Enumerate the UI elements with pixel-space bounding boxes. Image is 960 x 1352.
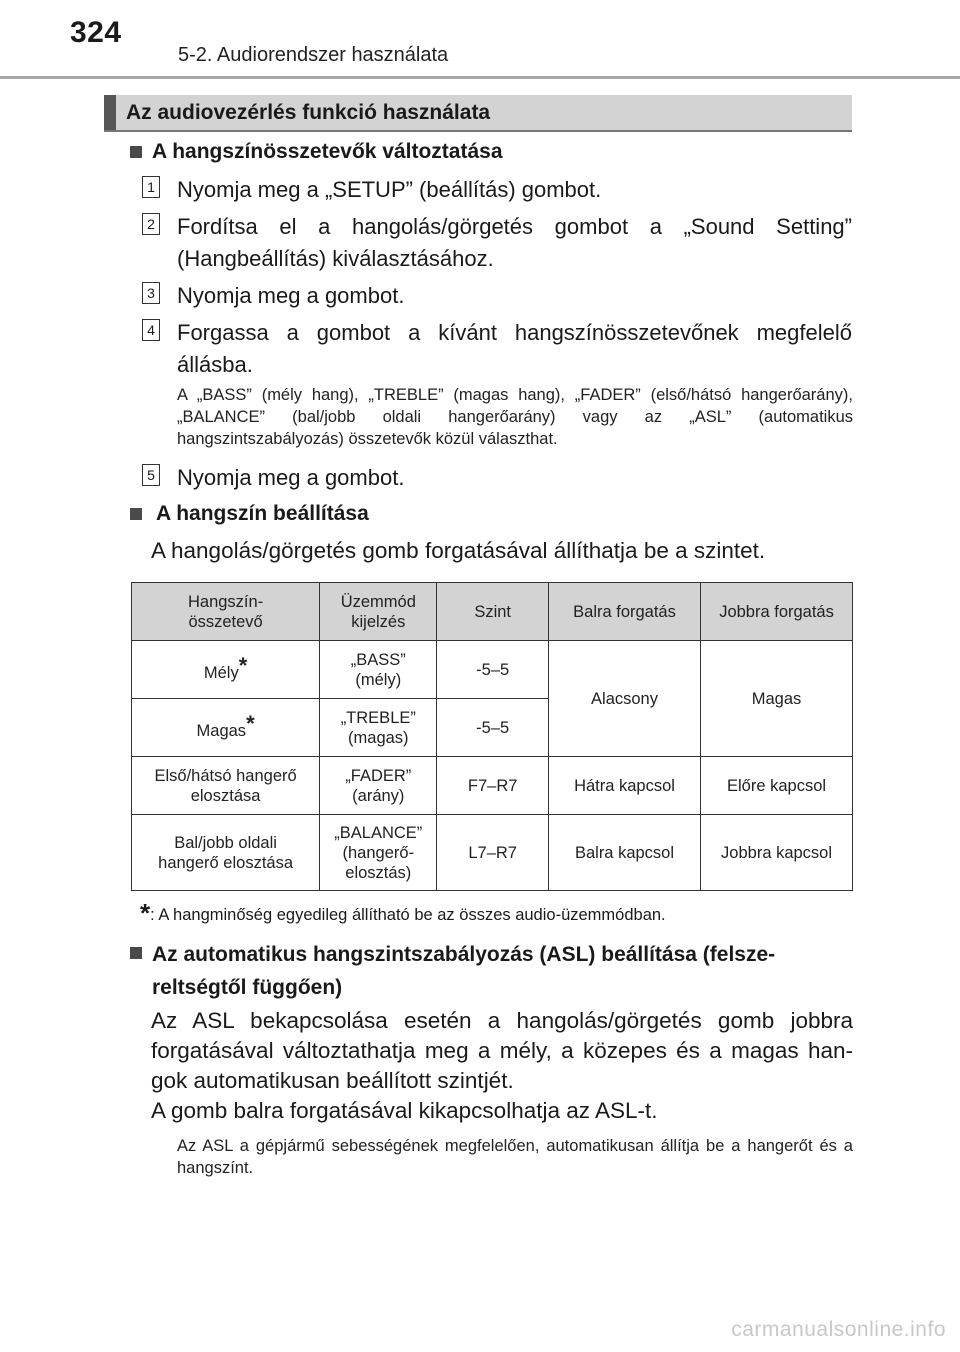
asterisk-mark: * xyxy=(140,898,151,928)
asl-text-off: A gomb balra forgatásával kikapcsolhatja az ASL-t. xyxy=(151,1098,658,1123)
table-cell: „TREBLE” (magas) xyxy=(320,699,437,757)
table-cell: -5–5 xyxy=(437,641,549,699)
step-text: Forgassa a gombot a kívánt hangszínösszetevőnek megfelelő állásba. xyxy=(177,320,852,377)
table-cell: Magas* xyxy=(132,699,320,757)
table-cell: „BASS” (mély) xyxy=(320,641,437,699)
step-2 xyxy=(142,211,852,275)
table-cell: -5–5 xyxy=(437,699,549,757)
step-number: 3 xyxy=(142,282,160,304)
table-cell: Előre kapcsol xyxy=(701,757,853,815)
table-cell: F7–R7 xyxy=(437,757,549,815)
asl-heading-line2: reltségtől függően) xyxy=(152,976,343,999)
tone-components-note: A „BASS” (mély hang), „TREBLE” (magas hang), „FADER” (első/hátsó hangerőarány), „BALANCE” (bal/jobb oldali hangerőarány) vagy az „ASL” (automatikus hangszintszabályozás) összetevők közül választhat. xyxy=(177,386,853,448)
step-number: 2 xyxy=(142,213,160,235)
asl-heading-line1: Az automatikus hangszintszabályozás (ASL) beállítása (felsze- xyxy=(152,943,776,966)
section-title: Az audiovezérlés funkció használata xyxy=(126,101,491,124)
step-text: Nyomja meg a „SETUP” (beállítás) gombot. xyxy=(177,177,602,202)
sound-settings-table xyxy=(131,582,853,891)
table-cell: Első/hátsó hangerő elosztása xyxy=(132,757,320,815)
asterisk-mark: * xyxy=(246,711,255,736)
table-cell: L7–R7 xyxy=(437,815,549,891)
asl-heading xyxy=(130,938,854,1004)
watermark: carmanualsonline.info xyxy=(731,1318,946,1341)
section-bar-line xyxy=(104,130,852,132)
table-cell: „BALANCE” (hangerő- elosztás) xyxy=(320,815,437,891)
table-cell: „FADER” (arány) xyxy=(320,757,437,815)
column-header: Balra forgatás xyxy=(548,583,700,641)
column-header: Hangszín- összetevő xyxy=(132,583,320,641)
tone-components-heading-text: A hangszínösszetevők változtatása xyxy=(152,140,503,163)
step-number: 4 xyxy=(142,319,160,341)
table-row xyxy=(132,815,853,891)
page-number: 324 xyxy=(70,16,122,49)
table-cell: Mély* xyxy=(132,641,320,699)
square-bullet-icon xyxy=(130,146,142,158)
step-text: Nyomja meg a gombot. xyxy=(177,465,405,490)
asterisk-mark: * xyxy=(238,653,248,678)
tone-adjust-heading-text: A hangszín beállítása xyxy=(156,502,369,525)
step-number: 5 xyxy=(142,464,160,486)
tone-adjust-heading xyxy=(130,502,369,526)
square-bullet-icon xyxy=(130,508,142,520)
table-cell: Balra kapcsol xyxy=(548,815,700,891)
table-cell: Magas xyxy=(701,641,853,757)
header-rule xyxy=(0,76,960,79)
step-text: Nyomja meg a gombot. xyxy=(177,283,405,308)
table-cell: Bal/jobb oldali hangerő elosztása xyxy=(132,815,320,891)
step-number: 1 xyxy=(142,176,160,198)
table-cell: Hátra kapcsol xyxy=(548,757,700,815)
square-bullet-icon xyxy=(130,947,142,959)
chapter-title: 5-2. Audiorendszer használata xyxy=(178,44,449,66)
step-text: Fordítsa el a hangolás/görgetés gombot a „Sound Setting” (Hangbeállítás) kiválasztásához. xyxy=(177,214,852,271)
step-4 xyxy=(142,317,852,381)
table-cell: Alacsony xyxy=(548,641,700,757)
column-header: Szint xyxy=(437,583,549,641)
table-cell: Jobbra kapcsol xyxy=(701,815,853,891)
step-1 xyxy=(142,174,852,206)
asl-note: Az ASL a gépjármű sebességének megfelelően, automatikusan állítja be a hangerőt és a hangszínt. xyxy=(177,1137,853,1177)
table-row xyxy=(132,757,853,815)
table-header-row xyxy=(132,583,853,641)
footnote-text: : A hangminőség egyedileg állítható be az összes audio-üzemmódban. xyxy=(150,906,666,924)
footnote xyxy=(140,898,666,929)
column-header: Üzemmód kijelzés xyxy=(320,583,437,641)
column-header: Jobbra forgatás xyxy=(701,583,853,641)
step-5 xyxy=(142,462,852,494)
step-3 xyxy=(142,280,852,312)
tone-adjust-text: A hangolás/görgetés gomb forgatásával állíthatja be a szintet. xyxy=(151,538,766,563)
table-row xyxy=(132,641,853,699)
asl-text: Az ASL bekapcsolása esetén a hangolás/görgetés gomb jobbra forgatásával változtathatja meg a mély, a közepes és a magas han-gok automatikusan beállított szintjét. xyxy=(151,1008,853,1093)
tone-components-heading xyxy=(130,140,503,164)
